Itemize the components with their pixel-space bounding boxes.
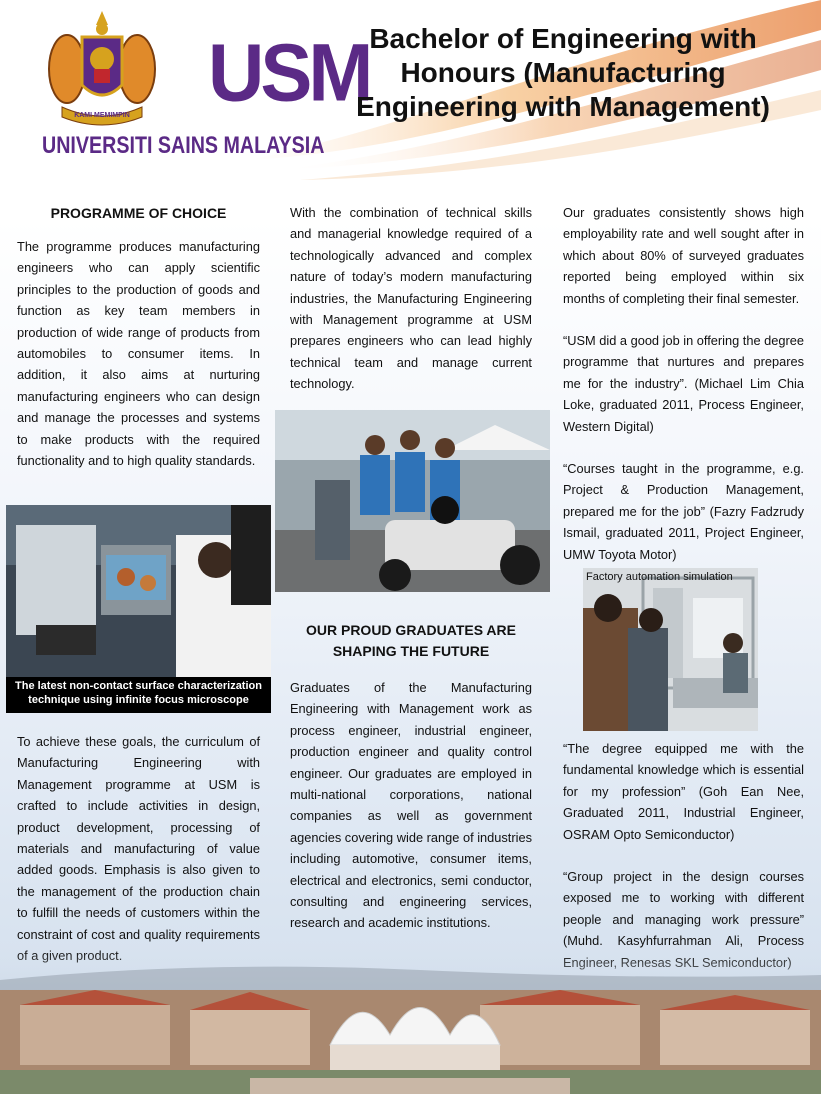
column-1-top [17,203,260,471]
column-3-top [563,202,804,565]
column-2-top [290,202,532,395]
factory-automation-caption: Factory automation simulation [586,571,733,583]
column-3-bottom [563,738,804,973]
proud-graduates-heading: OUR PROUD GRADUATES ARE SHAPING THE FUTURE [305,622,516,659]
programme-of-choice-heading: PROGRAMME OF CHOICE [50,205,227,221]
testimonial-3: “The degree equipped me with the fundamental knowledge which is essential for my profession” (Goh Ean Nee, Graduated 2011, Industrial Engineer, OSRAM Opto Semiconductor) [563,741,804,842]
microscope-photo [6,505,271,677]
students-car-photo [275,410,550,592]
microscope-caption: The latest non-contact surface characterization technique using infinite focus microscope [6,677,271,713]
column-2-bottom [290,620,532,934]
usm-wordmark: USM [208,25,370,119]
testimonial-4: “Group project in the design courses exposed me to working with different people and managing work pressure” (Muhd. Kasyhfurrahman Ali, Process [563,869,804,949]
factory-automation-photo [583,568,758,731]
university-crest-icon [42,7,162,127]
curriculum-description: To achieve these goals, the curriculum of Manufacturing Engineering with Management programme at USM is crafted to include activities in design, product development, processing of materials and manufacturing of value added goods. Emphasis is also given to the management of the production chain to fulfill the needs of customers within the constraint of cost and quality requirements [17,734,260,942]
employability-description: Our graduates consistently shows high employability rate and well sought after in which about 80% of surveyed graduates reported being employed within six months of completing their final semester. [563,205,804,306]
crest-motto: KAMI MEMIMPIN [74,112,130,119]
graduates-careers-description: Graduates of the Manufacturing Engineering with Management work as process engineer, industrial engineer, production engineer and quality control engineer. Our graduates are employed in multi-national corporations, national companies as well as government agencies covering wide range of industries including automotive, consumer items, electrical and electronics, semi conductor, consulting and engineering services, research and academic institutions. [290,680,532,931]
page-title: Bachelor of Engineering with Honours (Manufacturing Engineering with Management) [356,23,770,123]
column-1-bottom [17,731,260,966]
combination-description: With the combination of technical skills and managerial knowledge required of a technologically advanced and complex nature of today’s modern manufacturing industries, the Manufacturing Engineering with Management programme at USM prepares engineers who can lead highly technical team and manage current technology. [290,205,532,392]
testimonial-1: “USM did a good job in offering the degree programme that nurtures and prepares me for the industry”. (Michael Lim Chia Loke, graduated 2011, Process Engineer, Western Digital) [563,333,804,434]
programme-description: The programme produces manufacturing engineers who can apply scientific principles to the production of goods and function as key team members in production of wide range of products from automobiles to consumer items. In addition, it also aims at nurturing manufacturing engineers who can design and manage the processes and systems to make products with the required functionality and to high quality standards. [17,239,260,469]
testimonial-2: “Courses taught in the programme, e.g. Project & Production Management, prepared me for the job” (Fazry Fadzrudy Ismail, graduated 2011, Project Engineer, UMW Toyota Motor) [563,461,804,562]
campus-panorama [0,950,821,1094]
university-name: UNIVERSITI SAINS MALAYSIA [42,132,325,159]
